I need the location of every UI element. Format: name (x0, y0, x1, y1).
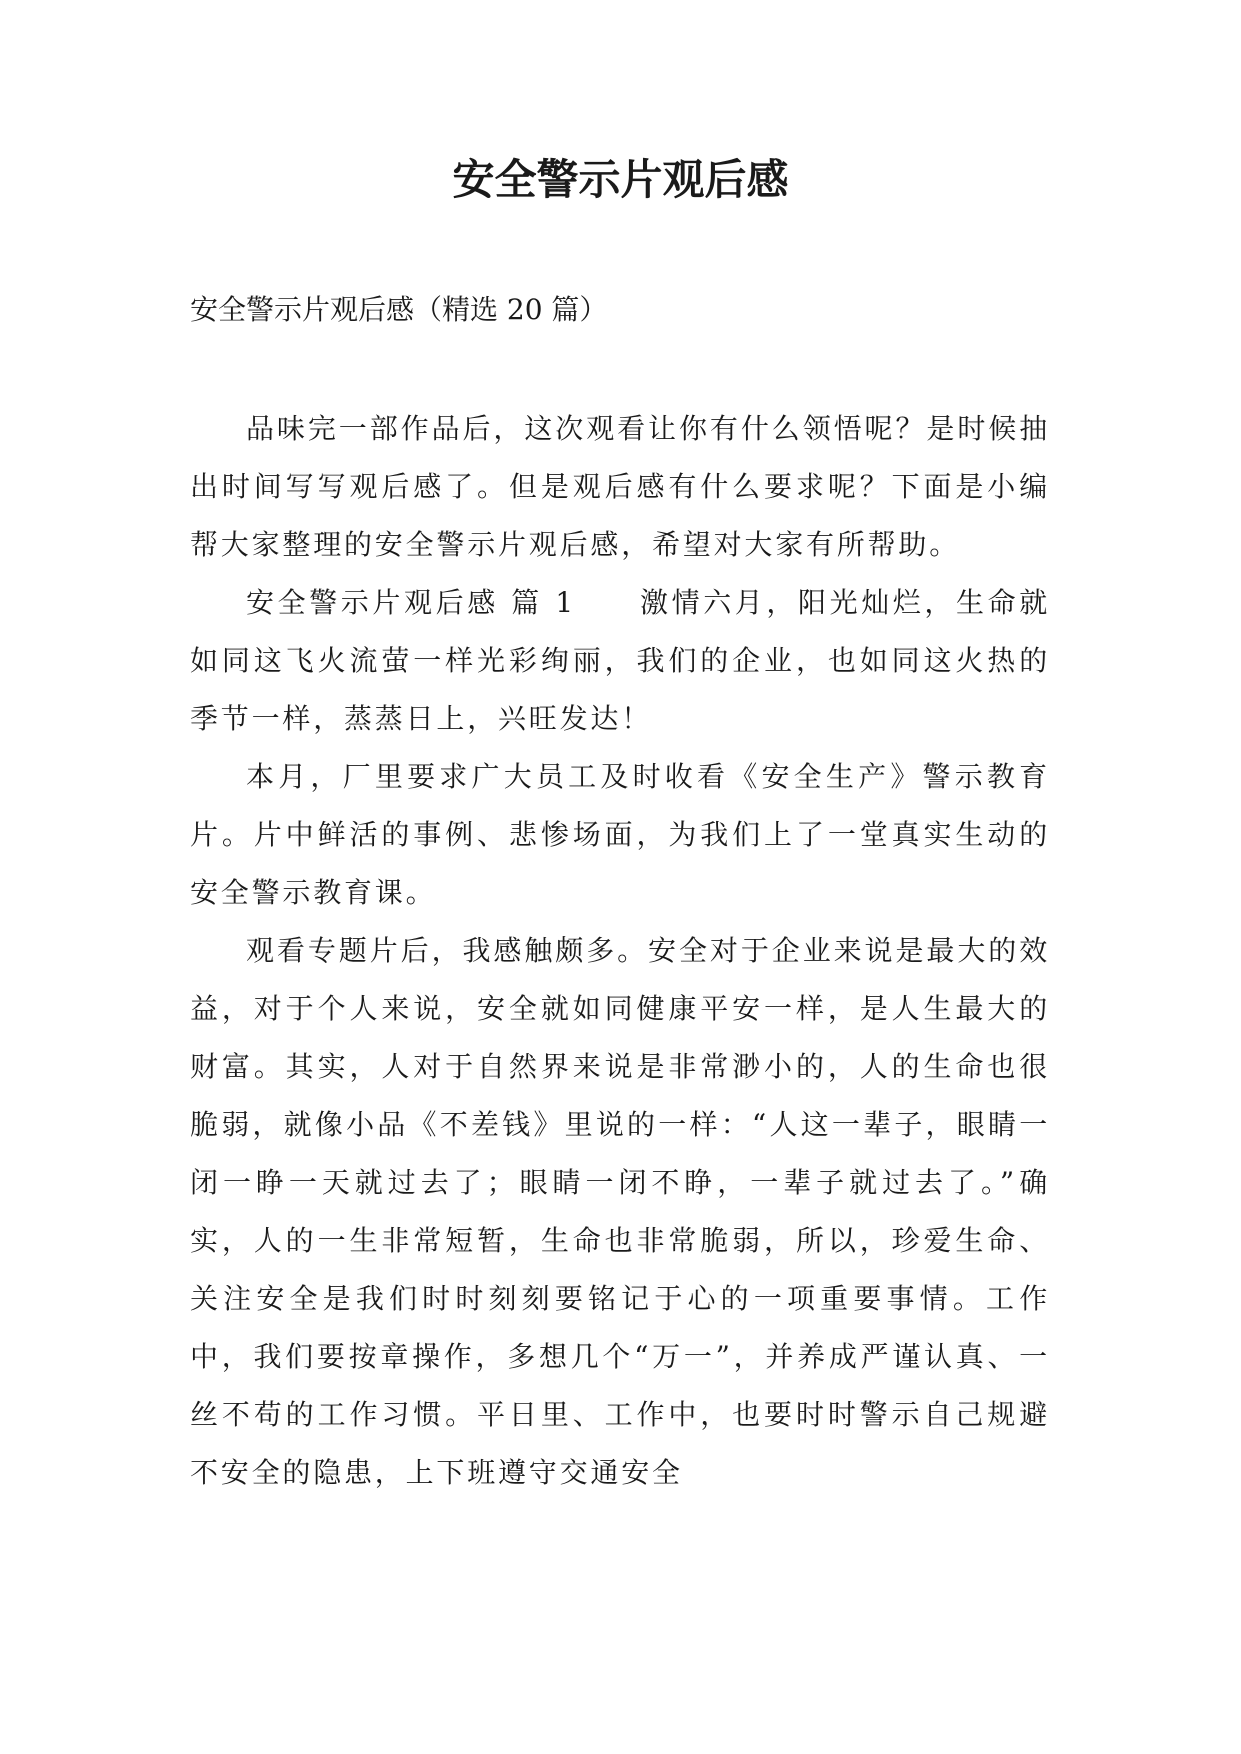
document-body (190, 400, 1050, 1502)
document-title: 安全警示片观后感 (452, 155, 789, 204)
paragraph-intro: 品味完一部作品后，这次观看让你有什么领悟呢？是时候抽出时间写写观后感了。但是观后感有什么要求呢？下面是小编帮大家整理的安全警示片观后感，希望对大家有所帮助。 (190, 412, 1050, 561)
paragraph-essay-1-viewing: 本月，厂里要求广大员工及时收看《安全生产》警示教育片。片中鲜活的事例、悲惨场面，为我们上了一堂真实生动的安全警示教育课。 (190, 760, 1050, 909)
paragraph-essay-1-opening: 安全警示片观后感 篇 1 激情六月，阳光灿烂，生命就如同这飞火流萤一样光彩绚丽，我们的企业，也如同这火热的季节一样，蒸蒸日上，兴旺发达！ (190, 586, 1050, 735)
paragraph-essay-1-reflection: 观看专题片后，我感触颇多。安全对于企业来说是最大的效益，对于个人来说，安全就如同健康平安一样，是人生最大的财富。其实，人对于自然界来说是非常渺小的，人的生命也很脆弱，就像小品《不差钱》里说的一样：“人这一辈子，眼睛一闭一睁一天就过去了；眼睛一闭不睁，一辈子就过去了。”确实，人的一生非常短暂，生命也非常脆弱，所以，珍爱生命、关注安全是我们时时刻刻要铭记于心的一项重要事情。工作中，我们要按章操作，多想几个“万一”，并养成严谨认真、一丝不苟的工作习惯。平日里、工作中，也要时时警示自己规避不安全的隐患，上下班遵守交通安全 (190, 934, 1050, 1489)
document-subtitle: 安全警示片观后感（精选 20 篇） (190, 293, 608, 326)
